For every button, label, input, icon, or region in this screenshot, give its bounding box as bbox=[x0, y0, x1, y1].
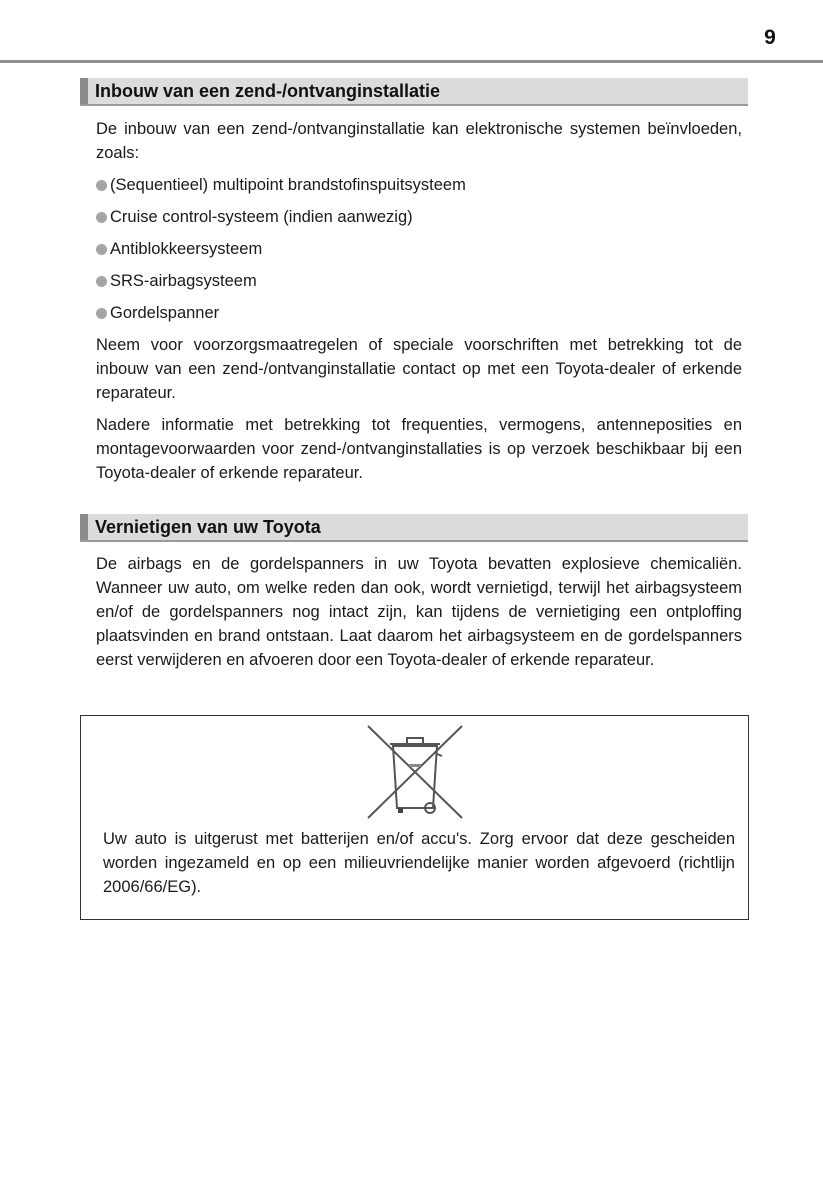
list-item-text: SRS-airbagsysteem bbox=[110, 272, 257, 290]
list-item bbox=[96, 270, 257, 292]
page-number: 9 bbox=[764, 26, 776, 49]
list-item-text: Cruise control-systeem (indien aanwezig) bbox=[110, 208, 413, 226]
list-item-text: Gordelspanner bbox=[110, 304, 220, 322]
top-rule-divider bbox=[0, 60, 823, 63]
section-header-inbouw bbox=[80, 78, 748, 106]
bullet-dot-icon bbox=[96, 180, 107, 191]
paragraph: Neem voor voorzorgsmaatregelen of speciale voorschriften met betrekking tot de inbouw van een zend-/ontvanginstallatie contact op met een Toyota-dealer of erkende reparateur. bbox=[96, 336, 742, 402]
crossed-out-wheelie-bin-icon bbox=[360, 720, 470, 820]
section-title: Vernietigen van uw Toyota bbox=[95, 517, 321, 537]
section-header-accent-bar bbox=[80, 514, 88, 540]
bullet-dot-icon bbox=[96, 276, 107, 287]
list-item-text: (Sequentieel) multipoint brandstofinspuitsysteem bbox=[110, 176, 466, 194]
bullet-dot-icon bbox=[96, 308, 107, 319]
bullet-dot-icon bbox=[96, 244, 107, 255]
section-header-accent-bar bbox=[80, 78, 88, 104]
notice-text: Uw auto is uitgerust met batterijen en/of accu's. Zorg ervoor dat deze gescheiden worden ingezameld en op een milieuvriendelijke manier worden afgevoerd (richtlijn 2006/66/EG). bbox=[103, 830, 735, 896]
intro-paragraph: De inbouw van een zend-/ontvanginstallatie kan elektronische systemen beïnvloeden, zoals: bbox=[96, 120, 742, 162]
list-item-text: Antiblokkeersysteem bbox=[110, 240, 263, 258]
list-item bbox=[96, 238, 262, 260]
list-item bbox=[96, 206, 413, 228]
bullet-dot-icon bbox=[96, 212, 107, 223]
section-title: Inbouw van een zend-/ontvanginstallatie bbox=[95, 81, 441, 101]
paragraph: De airbags en de gordelspanners in uw Toyota bevatten explosieve chemicaliën. Wanneer uw auto, om welke reden dan ook, wordt vernietigd, terwijl het airbagsysteem en/of de gordelspanners nog intact zijn, kan tijdens de vernietiging een ontploffing plaatsvinden en brand ontstaan. Laat daarom het airbagsysteem en de gordelspanners eerst verwijderen en afvoeren door een Toyota-dealer of erkende reparateur. bbox=[96, 555, 742, 669]
list-item bbox=[96, 174, 466, 196]
paragraph: Nadere informatie met betrekking tot frequenties, vermogens, antenneposities en montagevoorwaarden voor zend-/ontvanginstallaties is op verzoek beschikbaar bij een Toyota-dealer of erkende reparateur. bbox=[96, 416, 742, 482]
list-item bbox=[96, 302, 219, 324]
section-header-vernietigen bbox=[80, 514, 748, 542]
